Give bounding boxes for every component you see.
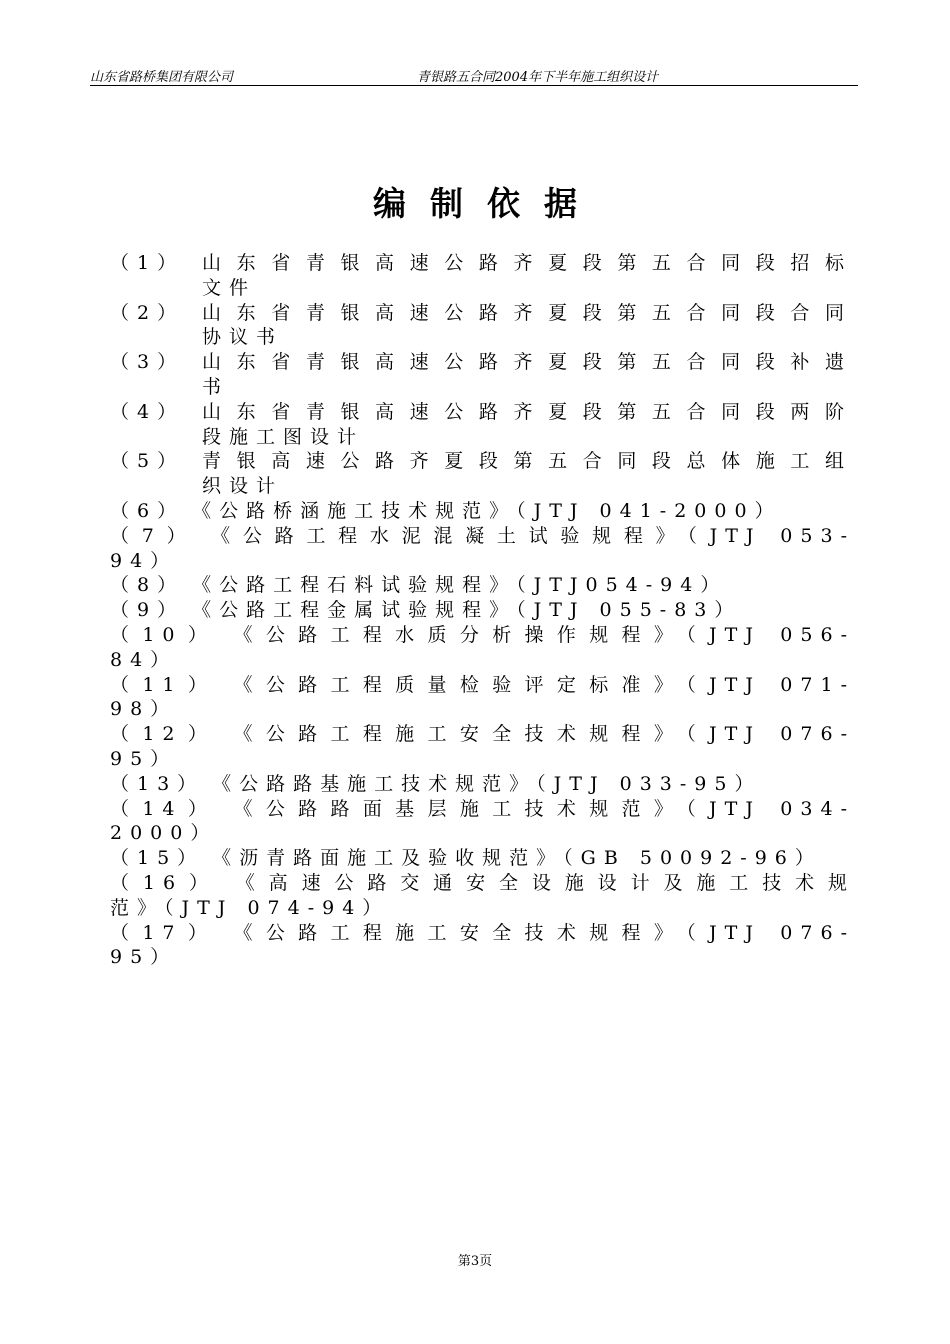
reference-text-line: 青银高速公路齐夏段第五合同段总体施工组 bbox=[202, 450, 852, 473]
reference-item-8 bbox=[110, 573, 855, 598]
reference-text-line: （16） 《高速公路交通安全设施设计及施工技术规 bbox=[110, 871, 855, 894]
reference-text-line: 文件 bbox=[202, 276, 257, 299]
reference-text-line: （11） 《公路工程质量检验评定标准》（JTJ 071- bbox=[110, 673, 855, 696]
reference-text-line: （9） 《公路工程金属试验规程》（JTJ 055-83） bbox=[110, 599, 742, 622]
header-company: 山东省路桥集团有限公司 bbox=[90, 70, 234, 85]
reference-text-line: 山东省青银高速公路齐夏段第五合同段补遗 bbox=[202, 351, 852, 374]
reference-text-line: （12） 《公路工程施工安全技术规程》（JTJ 076- bbox=[110, 723, 855, 746]
reference-item-10 bbox=[110, 623, 855, 673]
page-title: 编制依据 bbox=[373, 184, 601, 223]
reference-text-line: 84） bbox=[110, 648, 178, 671]
header-document-title: 青银路五合同2004年下半年施工组织设计 bbox=[417, 70, 659, 85]
reference-text-line: （17） 《公路工程施工安全技术规程》（JTJ 076- bbox=[110, 921, 855, 944]
reference-text-line: （8） 《公路工程石料试验规程》（JTJ054-94） bbox=[110, 574, 728, 597]
reference-item-14 bbox=[110, 797, 855, 847]
reference-text-line: 协议书 bbox=[202, 326, 284, 349]
reference-item-13 bbox=[110, 772, 855, 797]
reference-item-3 bbox=[110, 350, 855, 400]
reference-item-6 bbox=[110, 499, 855, 524]
reference-item-7 bbox=[110, 524, 855, 574]
reference-item-12 bbox=[110, 722, 855, 772]
page-number: 第3页 bbox=[457, 1254, 493, 1269]
reference-item-11 bbox=[110, 673, 855, 723]
reference-text-line: 段施工图设计 bbox=[202, 425, 365, 448]
reference-text-line: 织设计 bbox=[202, 475, 284, 498]
reference-text-line: 95） bbox=[110, 747, 178, 770]
reference-text-line: （14） 《公路路面基层施工技术规范》（JTJ 034- bbox=[110, 797, 855, 820]
reference-text-line: （15） 《沥青路面施工及验收规范》（GB 50092-96） bbox=[110, 847, 822, 870]
reference-number: （2） bbox=[110, 301, 185, 324]
reference-text-line: 2000） bbox=[110, 822, 218, 845]
reference-text-line: 98） bbox=[110, 698, 178, 721]
reference-number: （3） bbox=[110, 351, 185, 374]
reference-text-line: 94） bbox=[110, 549, 178, 572]
reference-text-line: （7） 《公路工程水泥混凝土试验规程》（JTJ 053- bbox=[110, 524, 855, 547]
reference-text-line: 书 bbox=[202, 375, 230, 398]
reference-item-15 bbox=[110, 846, 855, 871]
reference-text-line: （13） 《公路路基施工技术规范》（JTJ 033-95） bbox=[110, 772, 762, 795]
reference-item-16 bbox=[110, 871, 855, 921]
reference-number: （1） bbox=[110, 252, 185, 274]
reference-text-line: （10） 《公路工程水质分析操作规程》（JTJ 056- bbox=[110, 623, 855, 646]
reference-list bbox=[110, 251, 855, 970]
reference-text-line: 范》（JTJ 074-94） bbox=[110, 896, 390, 919]
reference-item-9 bbox=[110, 598, 855, 623]
reference-text-line: 95） bbox=[110, 946, 178, 969]
reference-text-line: 山东省青银高速公路齐夏段第五合同段招标 bbox=[202, 252, 852, 274]
reference-item-5 bbox=[110, 449, 855, 499]
reference-item-2 bbox=[110, 301, 855, 351]
reference-item-4 bbox=[110, 400, 855, 450]
reference-number: （5） bbox=[110, 450, 185, 473]
page-header bbox=[90, 66, 858, 86]
reference-item-17 bbox=[110, 921, 855, 971]
reference-number: （4） bbox=[110, 400, 185, 423]
reference-text-line: 山东省青银高速公路齐夏段第五合同段合同 bbox=[202, 301, 852, 324]
reference-item-1 bbox=[110, 251, 855, 301]
reference-text-line: 山东省青银高速公路齐夏段第五合同段两阶 bbox=[202, 400, 852, 423]
reference-text-line: （6） 《公路桥涵施工技术规范》（JTJ 041-2000） bbox=[110, 499, 782, 522]
